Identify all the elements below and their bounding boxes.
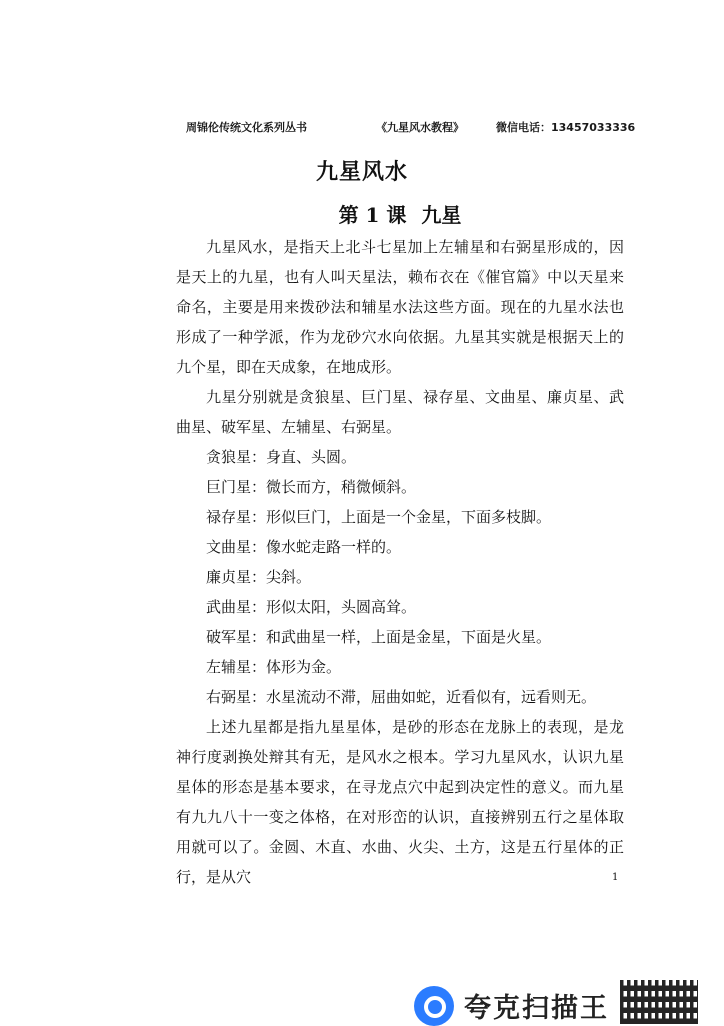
qr-code-icon bbox=[620, 980, 698, 1024]
lesson-heading bbox=[0, 199, 724, 228]
star-item: 文曲星：像水蛇走路一样的。 bbox=[206, 538, 402, 556]
scanner-watermark bbox=[414, 984, 724, 1024]
paragraph-closing: 上述九星都是指九星星体，是砂的形态在龙脉上的表现，是龙神行度剥换处辩其有无，是风水之根本。学习九星风水，认识九星星体的形态是基本要求，在寻龙点穴中起到决定性的意义。而九星有九九八十一变之体格，在对形峦的认识，直接辨别五行之星体取用就可以了。金圆、木直、水曲、火尖、土方，这是五行星体的正行，是从穴 bbox=[176, 718, 624, 886]
running-header bbox=[186, 119, 636, 137]
header-series: 周锦伦传统文化系列丛书 bbox=[186, 121, 307, 134]
header-contact: 微信电话：13457033336 bbox=[496, 121, 636, 134]
document-title: 九星风水 bbox=[315, 160, 408, 185]
paragraph-intro: 九星风水，是指天上北斗七星加上左辅星和右弼星形成的，因是天上的九星，也有人叫天星法，赖布衣在《催官篇》中以天星来命名，主要是用来拨砂法和辅星水法这些方面。现在的九星水法也形成了一种学派，作为龙砂穴水向依据。九星其实就是根据天上的九个星，即在天成象，在地成形。 bbox=[176, 238, 624, 376]
body-text bbox=[176, 232, 624, 892]
star-item: 左辅星：体形为金。 bbox=[206, 658, 342, 676]
page-number: 1 bbox=[612, 872, 619, 883]
lesson-number: 第 1 课 bbox=[338, 203, 407, 227]
quark-logo-icon bbox=[414, 986, 454, 1026]
paragraph-star-list: 九星分别就是贪狼星、巨门星、禄存星、文曲星、廉贞星、武曲星、破军星、左辅星、右弼星。 bbox=[176, 388, 624, 436]
star-item: 廉贞星：尖斜。 bbox=[206, 568, 312, 586]
watermark-brand: 夸克扫描王 bbox=[464, 993, 609, 1024]
star-item: 右弼星：水星流动不滞，屈曲如蛇，近看似有，远看则无。 bbox=[206, 688, 597, 706]
header-book-title: 《九星风水教程》 bbox=[376, 121, 464, 134]
star-item: 武曲星：形似太阳，头圆高耸。 bbox=[206, 598, 417, 616]
star-item: 禄存星：形似巨门，上面是一个金星，下面多枝脚。 bbox=[206, 508, 552, 526]
star-item: 破军星：和武曲星一样，上面是金星，下面是火星。 bbox=[206, 628, 552, 646]
lesson-name: 九星 bbox=[421, 203, 462, 227]
star-item: 贪狼星：身直、头圆。 bbox=[206, 448, 357, 466]
star-item: 巨门星：微长而方，稍微倾斜。 bbox=[206, 478, 417, 496]
